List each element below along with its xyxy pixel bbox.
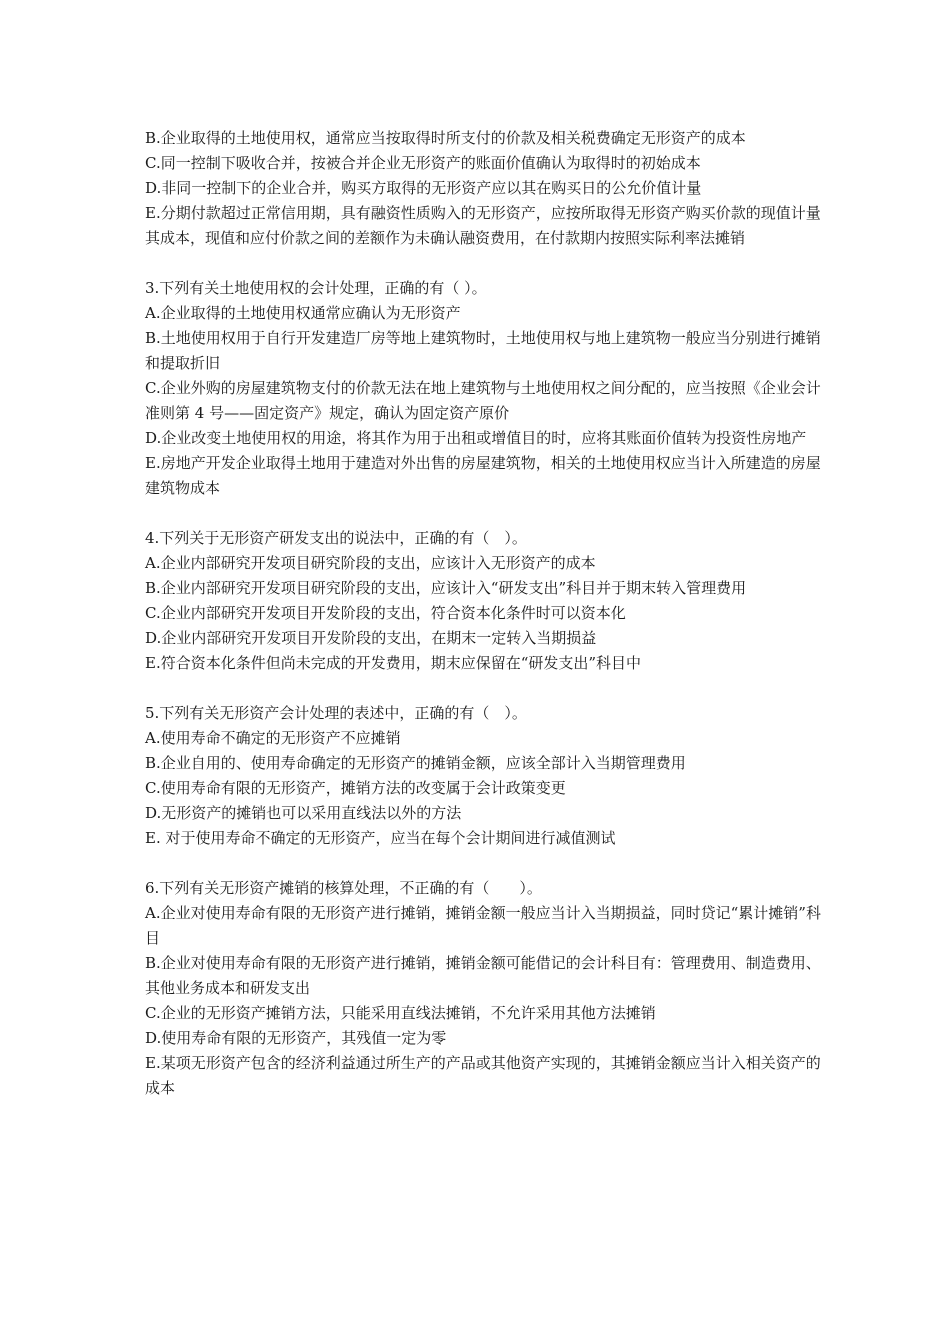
question-3 [145, 276, 825, 501]
document-page [145, 126, 825, 1101]
blank-line [145, 251, 825, 276]
option-e: E.分期付款超过正常信用期，具有融资性质购入的无形资产，应按所取得无形资产购买价款的现值计量其成本，现值和应付价款之间的差额作为未确认融资费用，在付款期内按照实际利率法摊销 [145, 204, 821, 247]
question-5 [145, 701, 825, 851]
option-d: D.非同一控制下的企业合并，购买方取得的无形资产应以其在购买日的公允价值计量 [145, 179, 702, 197]
option-c: C.企业外购的房屋建筑物支付的价款无法在地上建筑物与土地使用权之间分配的，应当按照《企业会计准则第 4 号——固定资产》规定，确认为固定资产原价 [145, 379, 821, 422]
option-d: D.使用寿命有限的无形资产，其残值一定为零 [145, 1029, 447, 1047]
option-c: C.企业的无形资产摊销方法，只能采用直线法摊销，不允许采用其他方法摊销 [145, 1004, 656, 1022]
option-d: D.企业改变土地使用权的用途，将其作为用于出租或增值目的时，应将其账面价值转为投资性房地产 [145, 429, 807, 447]
option-d: D.企业内部研究开发项目开发阶段的支出，在期末一定转入当期损益 [145, 629, 597, 647]
option-d: D.无形资产的摊销也可以采用直线法以外的方法 [145, 804, 462, 822]
option-c: C.同一控制下吸收合并，按被合并企业无形资产的账面价值确认为取得时的初始成本 [145, 154, 701, 172]
option-e: E. 对于使用寿命不确定的无形资产，应当在每个会计期间进行减值测试 [145, 829, 616, 847]
option-b: B.企业取得的土地使用权，通常应当按取得时所支付的价款及相关税费确定无形资产的成本 [145, 129, 746, 147]
option-b: B.企业自用的、使用寿命确定的无形资产的摊销金额，应该全部计入当期管理费用 [145, 754, 686, 772]
question-stem: 3.下列有关土地使用权的会计处理，正确的有（ ）。 [145, 279, 487, 297]
option-a: A.企业内部研究开发项目研究阶段的支出，应该计入无形资产的成本 [145, 554, 596, 572]
blank-line [145, 851, 825, 876]
question-stem: 4.下列关于无形资产研发支出的说法中，正确的有（ ）。 [145, 529, 527, 547]
option-c: C.使用寿命有限的无形资产，摊销方法的改变属于会计政策变更 [145, 779, 566, 797]
blank-line [145, 676, 825, 701]
option-a: A.企业取得的土地使用权通常应确认为无形资产 [145, 304, 461, 322]
option-e: E.房地产开发企业取得土地用于建造对外出售的房屋建筑物，相关的土地使用权应当计入所建造的房屋建筑物成本 [145, 454, 821, 497]
option-a: A.企业对使用寿命有限的无形资产进行摊销，摊销金额一般应当计入当期损益，同时贷记“累计摊销”科目 [145, 904, 821, 947]
question-4 [145, 526, 825, 676]
option-b: B.企业内部研究开发项目研究阶段的支出，应该计入“研发支出”科目并于期末转入管理费用 [145, 579, 747, 597]
option-b: B.土地使用权用于自行开发建造厂房等地上建筑物时，土地使用权与地上建筑物一般应当分别进行摊销和提取折旧 [145, 329, 821, 372]
option-b: B.企业对使用寿命有限的无形资产进行摊销，摊销金额可能借记的会计科目有：管理费用、制造费用、其他业务成本和研发支出 [145, 954, 821, 997]
option-e: E.某项无形资产包含的经济利益通过所生产的产品或其他资产实现的，其摊销金额应当计入相关资产的成本 [145, 1054, 821, 1097]
question-stem: 5.下列有关无形资产会计处理的表述中，正确的有（ ）。 [145, 704, 527, 722]
blank-line [145, 501, 825, 526]
option-c: C.企业内部研究开发项目开发阶段的支出，符合资本化条件时可以资本化 [145, 604, 626, 622]
option-e: E.符合资本化条件但尚未完成的开发费用，期末应保留在“研发支出”科目中 [145, 654, 642, 672]
option-a: A.使用寿命不确定的无形资产不应摊销 [145, 729, 401, 747]
question-2-options [145, 126, 825, 251]
question-6 [145, 876, 825, 1101]
question-stem: 6.下列有关无形资产摊销的核算处理，不正确的有（ ）。 [145, 879, 542, 897]
